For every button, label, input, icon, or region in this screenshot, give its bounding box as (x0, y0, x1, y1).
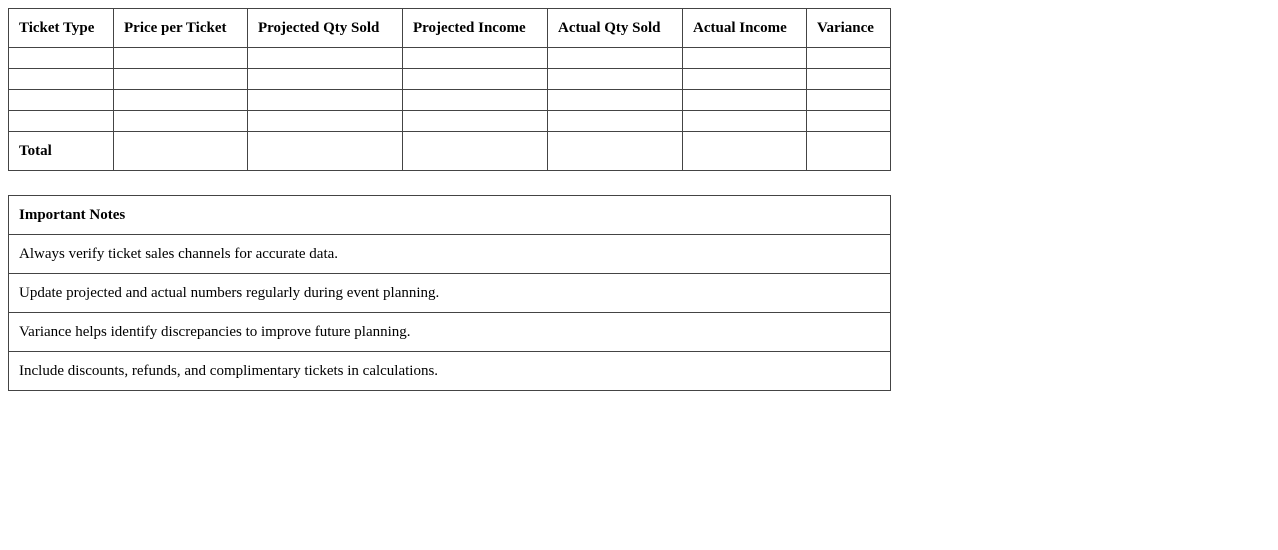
cell (807, 90, 891, 111)
cell (9, 48, 114, 69)
note-item: Variance helps identify discrepancies to improve future planning. (9, 313, 891, 352)
cell (548, 69, 683, 90)
cell (683, 48, 807, 69)
header-actual-income: Actual Income (683, 9, 807, 48)
cell (807, 69, 891, 90)
cell (683, 132, 807, 171)
cell (683, 69, 807, 90)
total-label: Total (9, 132, 114, 171)
cell (248, 90, 403, 111)
cell (403, 111, 548, 132)
cell (248, 132, 403, 171)
header-variance: Variance (807, 9, 891, 48)
cell (114, 48, 248, 69)
table-row (9, 48, 891, 69)
cell (807, 111, 891, 132)
notes-title: Important Notes (9, 196, 891, 235)
cell (807, 48, 891, 69)
header-price-per-ticket: Price per Ticket (114, 9, 248, 48)
header-ticket-type: Ticket Type (9, 9, 114, 48)
cell (9, 69, 114, 90)
header-row (9, 9, 891, 48)
cell (683, 90, 807, 111)
table-row (9, 111, 891, 132)
important-notes-table (8, 195, 891, 391)
cell (248, 69, 403, 90)
ticket-sales-table (8, 8, 891, 171)
cell (248, 48, 403, 69)
total-row (9, 132, 891, 171)
table-row (9, 90, 891, 111)
cell (548, 90, 683, 111)
cell (114, 90, 248, 111)
cell (403, 132, 548, 171)
cell (403, 90, 548, 111)
cell (114, 69, 248, 90)
cell (807, 132, 891, 171)
cell (548, 132, 683, 171)
note-item: Always verify ticket sales channels for accurate data. (9, 235, 891, 274)
cell (403, 48, 548, 69)
note-item: Include discounts, refunds, and complimentary tickets in calculations. (9, 352, 891, 391)
cell (548, 111, 683, 132)
header-projected-qty: Projected Qty Sold (248, 9, 403, 48)
cell (548, 48, 683, 69)
cell (114, 111, 248, 132)
cell (248, 111, 403, 132)
note-item: Update projected and actual numbers regularly during event planning. (9, 274, 891, 313)
table-row (9, 69, 891, 90)
cell (683, 111, 807, 132)
cell (114, 132, 248, 171)
cell (403, 69, 548, 90)
cell (9, 90, 114, 111)
header-projected-income: Projected Income (403, 9, 548, 48)
header-actual-qty: Actual Qty Sold (548, 9, 683, 48)
cell (9, 111, 114, 132)
